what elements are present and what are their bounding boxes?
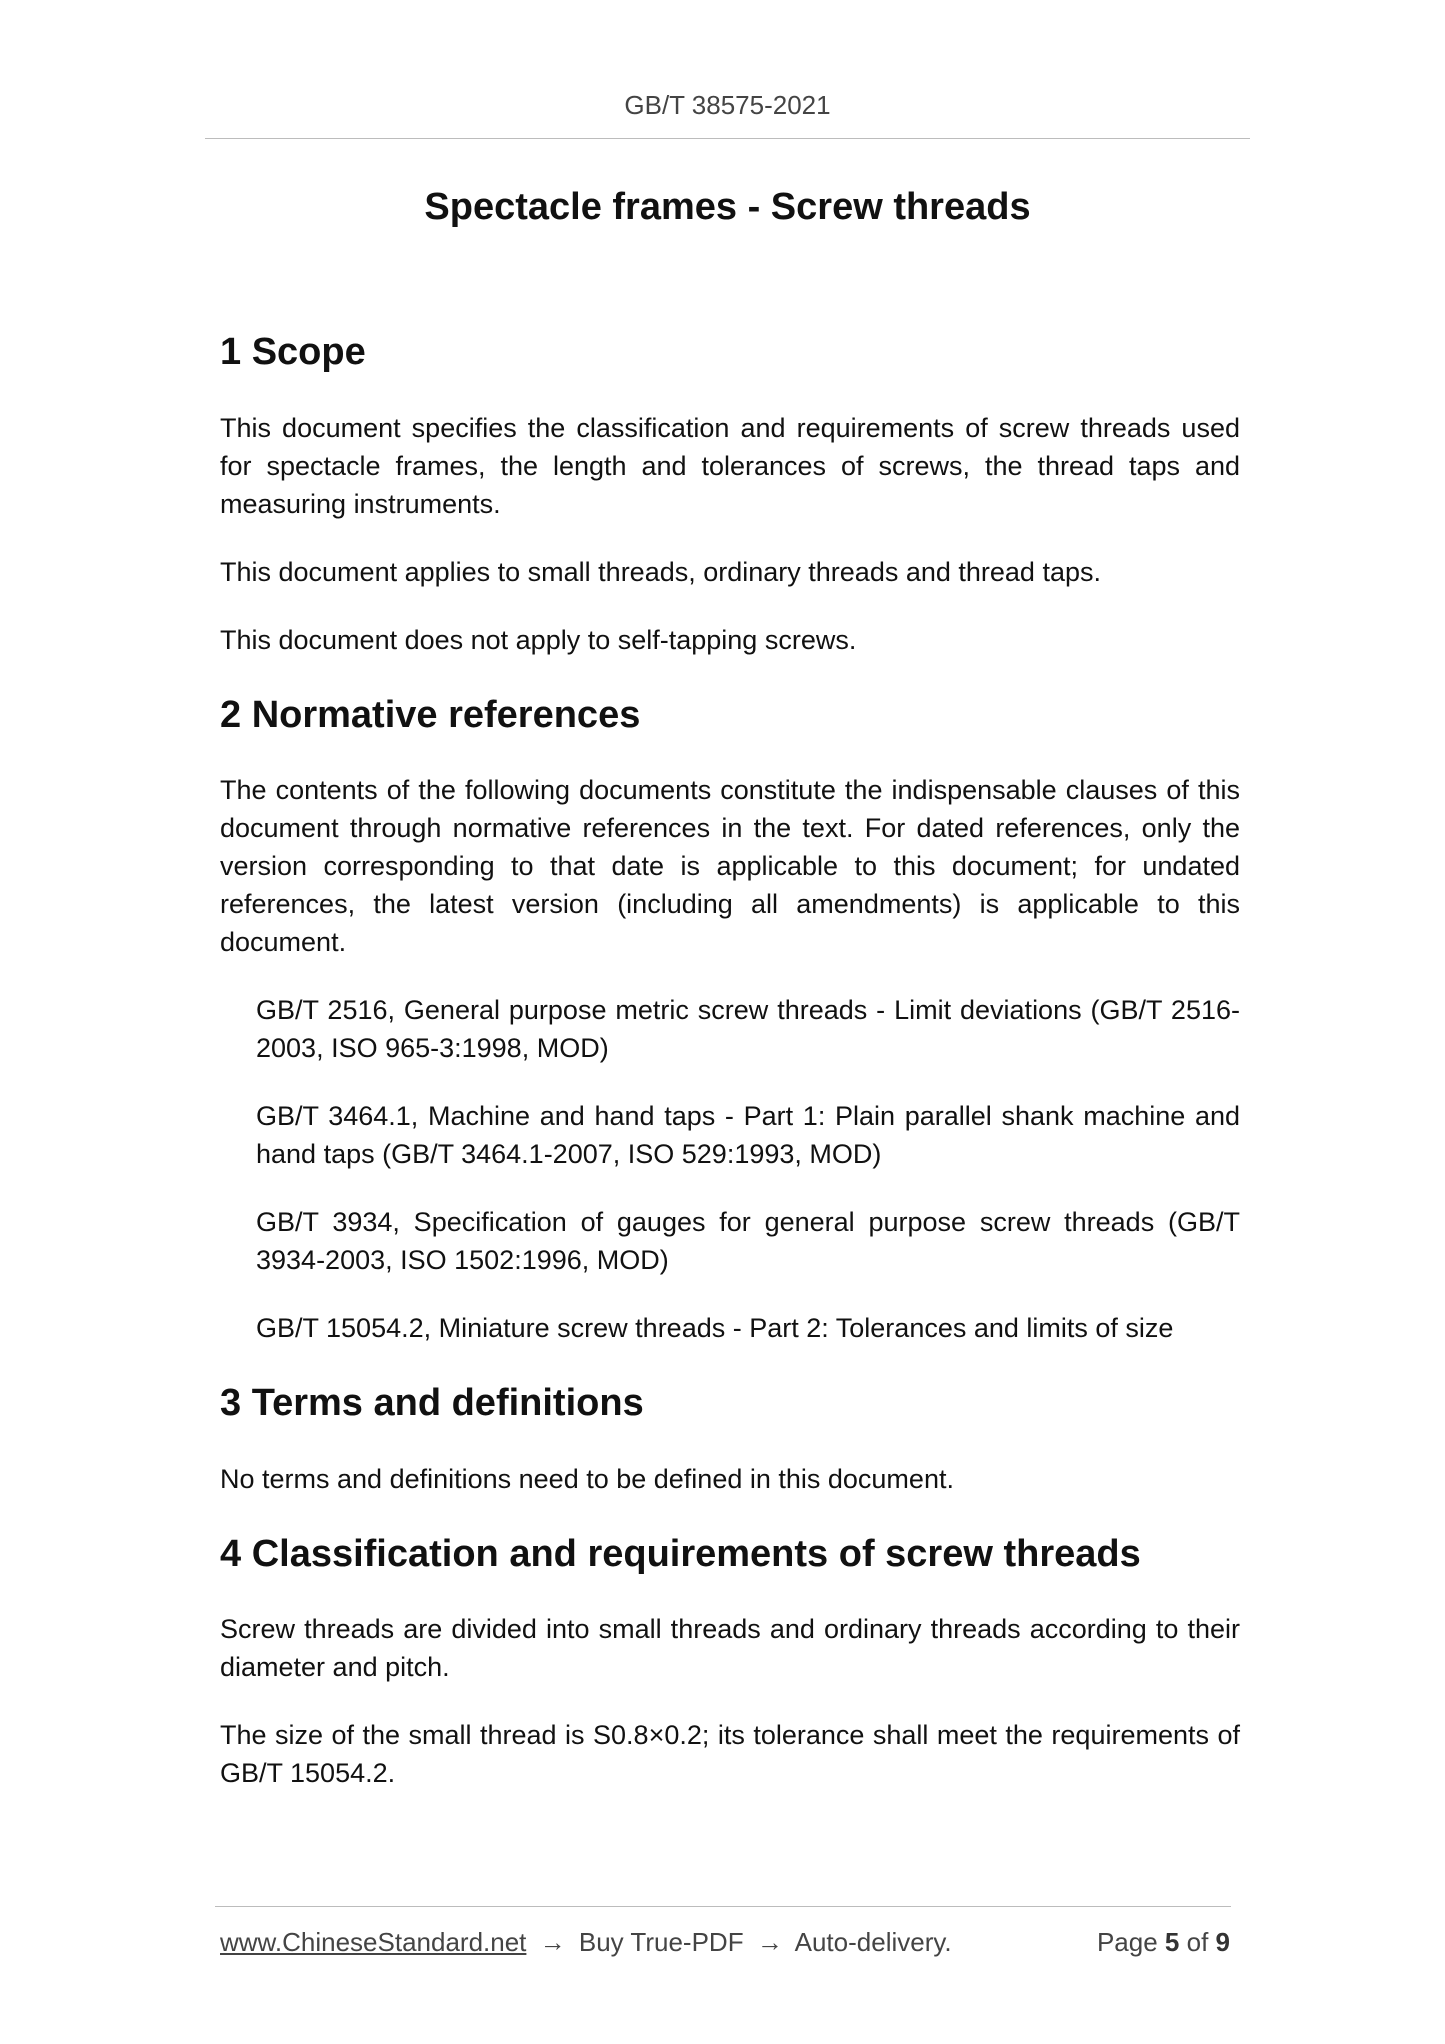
references-intro-paragraph: The contents of the following documents constitute the indispensable clauses of this document through normative references in the text. For dated references, only the version corresponding to that date is applicable to this document; for undated references, the latest version (including all amendments) is applicable to this document. xyxy=(220,775,1240,958)
header-divider xyxy=(205,138,1250,139)
section-heading-terms-definitions: 3 Terms and definitions xyxy=(220,1382,644,1425)
footer-promo xyxy=(220,1927,952,1958)
page-current: 5 xyxy=(1164,1927,1180,1957)
terms-paragraph: No terms and definitions need to be defined in this document. xyxy=(220,1463,954,1494)
section-heading-classification: 4 Classification and requirements of screw threads xyxy=(220,1532,1141,1575)
page-total: 9 xyxy=(1215,1927,1230,1957)
footer-divider xyxy=(215,1906,1231,1907)
page-footer xyxy=(220,1927,1230,1958)
arrow-right-icon: → xyxy=(756,1927,783,1957)
classification-paragraph: The size of the small thread is S0.8×0.2; its tolerance shall meet the requirements of GB/T 15054.2. xyxy=(220,1720,1240,1789)
scope-paragraph: This document applies to small threads, ordinary threads and thread taps. xyxy=(220,556,1101,587)
website-link[interactable]: www.ChineseStandard.net xyxy=(220,1927,527,1957)
classification-paragraph: Screw threads are divided into small threads and ordinary threads according to their diameter and pitch. xyxy=(220,1614,1240,1683)
reference-item: GB/T 3464.1, Machine and hand taps - Part 1: Plain parallel shank machine and hand taps (GB/T 3464.1-2007, ISO 529:1993, MOD) xyxy=(256,1101,1240,1170)
page-number xyxy=(1097,1927,1230,1958)
section-heading-scope: 1 Scope xyxy=(220,331,366,373)
document-title: Spectacle frames - Screw threads xyxy=(424,186,1031,228)
document-body xyxy=(220,330,1240,1792)
reference-item: GB/T 3934, Specification of gauges for general purpose screw threads (GB/T 3934-2003, ISO 1502:1996, MOD) xyxy=(256,1207,1240,1276)
buy-text: Buy True-PDF xyxy=(578,1927,744,1957)
of-label: of xyxy=(1186,1927,1209,1957)
reference-item: GB/T 15054.2, Miniature screw threads - Part 2: Tolerances and limits of size xyxy=(256,1313,1174,1344)
arrow-right-icon: → xyxy=(539,1927,566,1957)
page-header: GB/T 38575-2021 xyxy=(624,90,831,120)
page-label: Page xyxy=(1096,1927,1158,1957)
scope-paragraph: This document does not apply to self-tapping screws. xyxy=(220,624,857,655)
reference-item: GB/T 2516, General purpose metric screw threads - Limit deviations (GB/T 2516-2003, ISO 965-3:1998, MOD) xyxy=(256,995,1240,1064)
scope-paragraph: This document specifies the classification and requirements of screw threads used for spectacle frames, the length and tolerances of screws, the thread taps and measuring instruments. xyxy=(220,412,1240,519)
delivery-text: Auto-delivery. xyxy=(794,1927,952,1957)
section-heading-normative-references: 2 Normative references xyxy=(220,693,641,736)
